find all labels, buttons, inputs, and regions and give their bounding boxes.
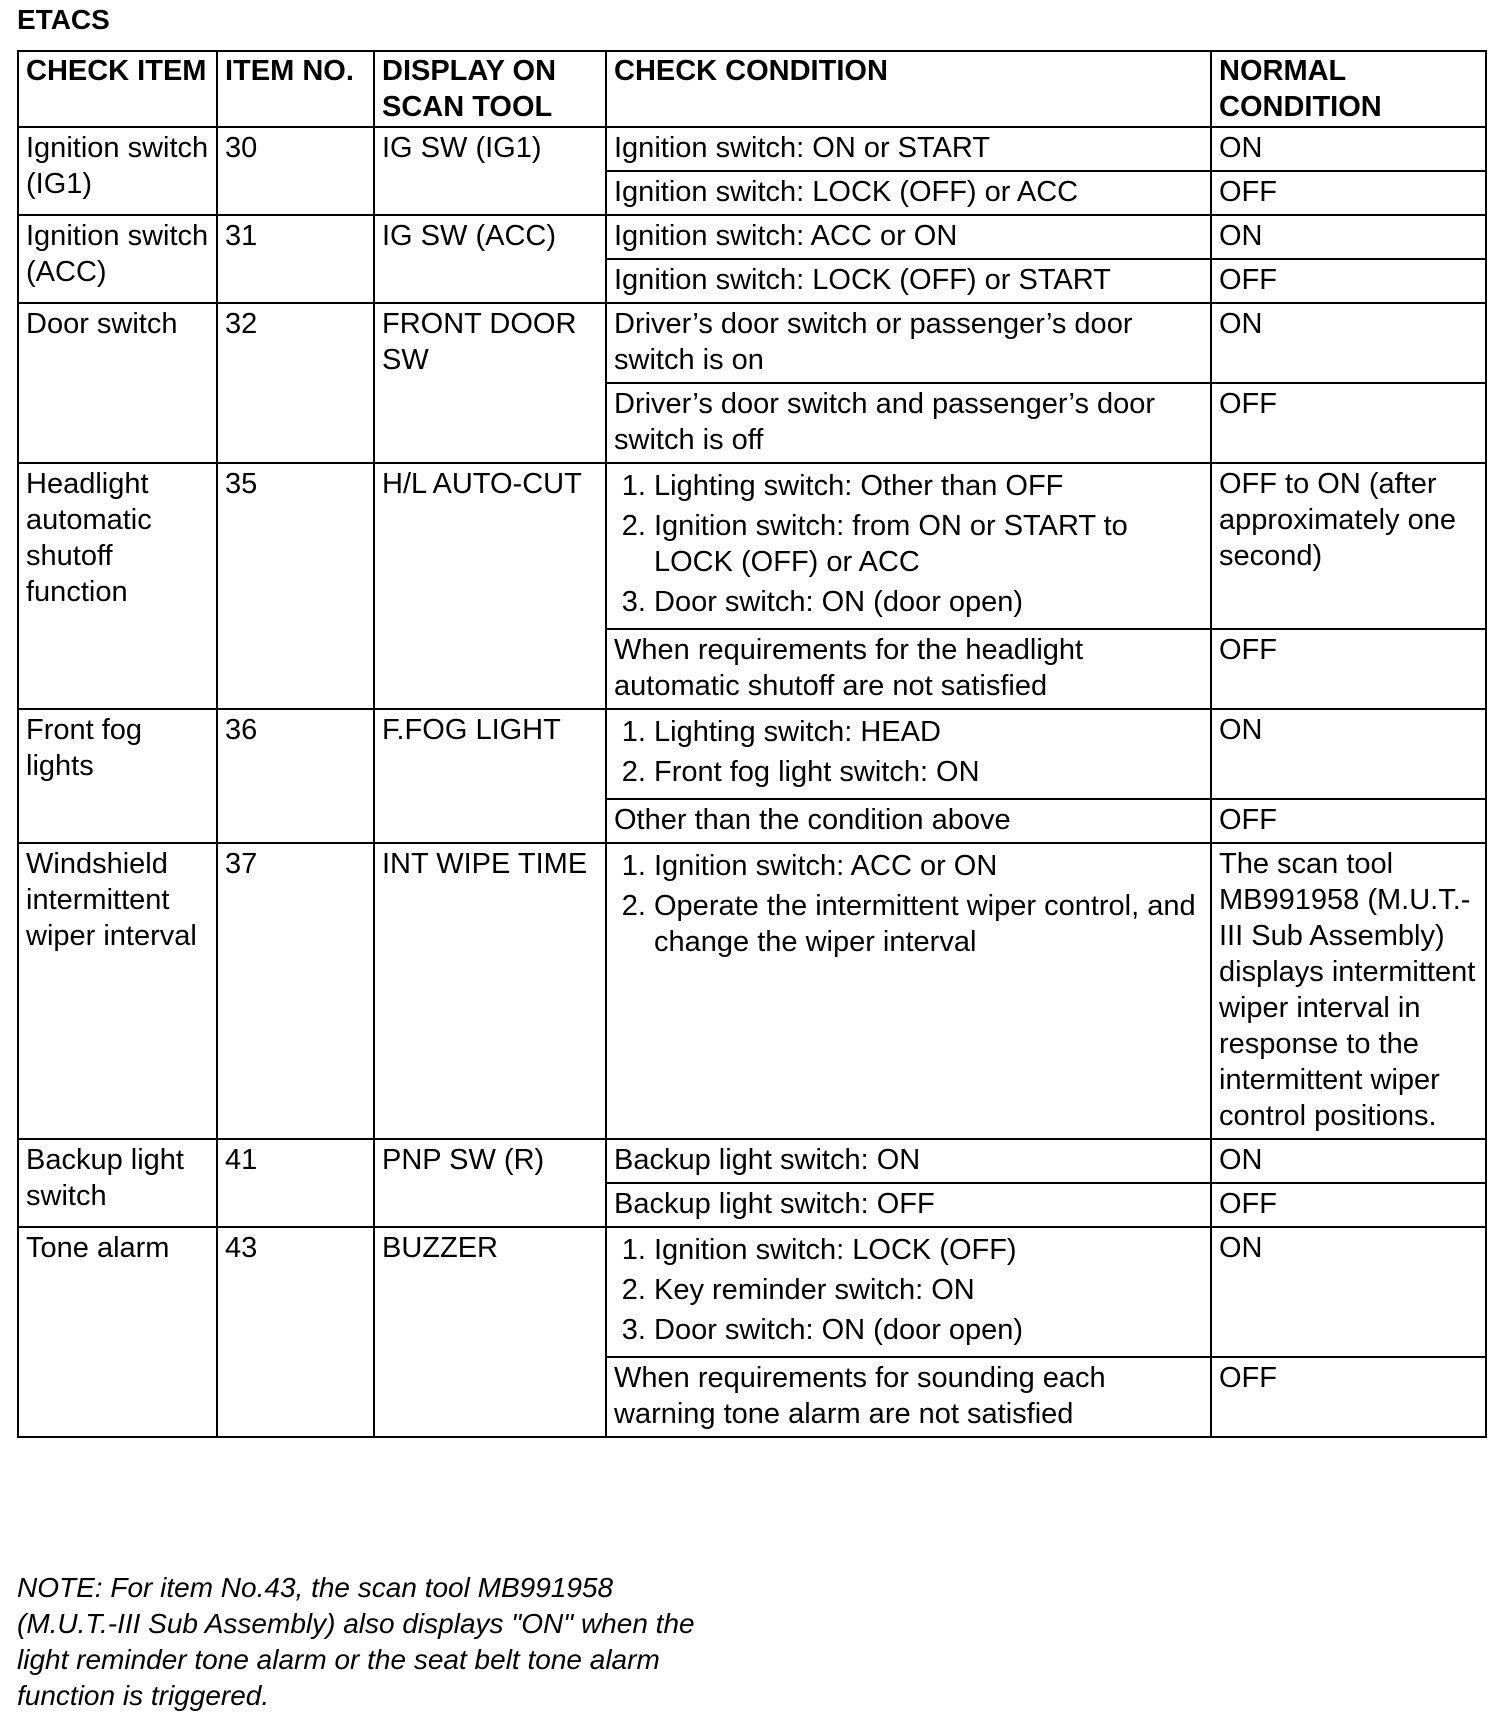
check-item-cell: Front fog lights [18,709,217,843]
condition-list-item: 3. Door switch: ON (door open) [654,1312,1203,1348]
condition-list [614,848,1203,960]
check-condition-cell [606,843,1211,1139]
header-item-no: ITEM NO. [217,51,374,127]
display-cell: IG SW (IG1) [374,127,606,215]
normal-condition-cell: ON [1211,127,1486,171]
condition-list [614,1232,1203,1348]
condition-list-item: 1. Lighting switch: HEAD [654,714,1203,750]
display-cell: IG SW (ACC) [374,215,606,303]
table-row [18,215,1486,259]
check-item-cell: Door switch [18,303,217,463]
page-title: ETACS [17,4,110,35]
check-item-cell: Tone alarm [18,1227,217,1437]
condition-list-item: 1. Lighting switch: Other than OFF [654,468,1203,504]
check-condition-cell: Ignition switch: ACC or ON [606,215,1211,259]
header-check-condition: CHECK CONDITION [606,51,1211,127]
item-no-cell: 43 [217,1227,374,1437]
item-no-cell: 36 [217,709,374,843]
normal-condition-cell: OFF [1211,259,1486,303]
condition-list-item: 2. Key reminder switch: ON [654,1272,1203,1308]
header-display-on-scan-tool: DISPLAY ON SCAN TOOL [374,51,606,127]
condition-list-item: 2. Ignition switch: from ON or START to LOCK (OFF) or ACC [654,508,1203,580]
normal-condition-cell: The scan tool MB991958 (M.U.T.-III Sub Assembly) displays intermittent wiper interval in response to the intermittent wiper control positions. [1211,843,1486,1139]
check-item-cell: Ignition switch (IG1) [18,127,217,215]
condition-list-item: 2. Front fog light switch: ON [654,754,1203,790]
normal-condition-cell: OFF [1211,1183,1486,1227]
note-text: NOTE: For item No.43, the scan tool MB991958 (M.U.T.-III Sub Assembly) also displays "ON" when the light reminder tone alarm or the seat belt tone alarm function is triggered. [17,1572,695,1711]
etacs-data-table [17,50,1487,1438]
condition-list-item: 1. Ignition switch: LOCK (OFF) [654,1232,1203,1268]
check-condition-cell: Backup light switch: ON [606,1139,1211,1183]
check-condition-cell: Ignition switch: LOCK (OFF) or START [606,259,1211,303]
item-no-cell: 41 [217,1139,374,1227]
check-item-cell: Windshield intermittent wiper interval [18,843,217,1139]
table-row [18,843,1486,1139]
normal-condition-cell: OFF [1211,1357,1486,1437]
condition-list [614,468,1203,620]
normal-condition-cell: ON [1211,215,1486,259]
check-condition-cell: Ignition switch: ON or START [606,127,1211,171]
check-condition-cell: Backup light switch: OFF [606,1183,1211,1227]
display-cell: H/L AUTO-CUT [374,463,606,709]
header-normal-condition: NORMAL CONDITION [1211,51,1486,127]
display-cell: BUZZER [374,1227,606,1437]
table-header-row [18,51,1486,127]
table-row [18,463,1486,629]
item-no-cell: 30 [217,127,374,215]
condition-list-item: 3. Door switch: ON (door open) [654,584,1203,620]
display-cell: FRONT DOOR SW [374,303,606,463]
check-condition-cell: Driver’s door switch or passenger’s door switch is on [606,303,1211,383]
check-condition-cell: Ignition switch: LOCK (OFF) or ACC [606,171,1211,215]
check-condition-cell: When requirements for the headlight automatic shutoff are not satisfied [606,629,1211,709]
display-cell: INT WIPE TIME [374,843,606,1139]
normal-condition-cell: OFF to ON (after approximately one second) [1211,463,1486,629]
check-item-cell: Backup light switch [18,1139,217,1227]
normal-condition-cell: ON [1211,709,1486,799]
table-row [18,709,1486,799]
table-row [18,303,1486,383]
item-no-cell: 37 [217,843,374,1139]
check-condition-cell: When requirements for sounding each warning tone alarm are not satisfied [606,1357,1211,1437]
item-no-cell: 35 [217,463,374,709]
condition-list [614,714,1203,790]
normal-condition-cell: OFF [1211,799,1486,843]
display-cell: F.FOG LIGHT [374,709,606,843]
normal-condition-cell: ON [1211,1227,1486,1357]
check-condition-cell: Driver’s door switch and passenger’s door switch is off [606,383,1211,463]
normal-condition-cell: OFF [1211,171,1486,215]
table-row [18,1227,1486,1357]
normal-condition-cell: ON [1211,1139,1486,1183]
table-body [18,127,1486,1437]
condition-list-item: 1. Ignition switch: ACC or ON [654,848,1203,884]
item-no-cell: 32 [217,303,374,463]
check-condition-cell [606,463,1211,629]
condition-list-item: 2. Operate the intermittent wiper control, and change the wiper interval [654,888,1203,960]
check-item-cell: Headlight automatic shutoff function [18,463,217,709]
header-check-item: CHECK ITEM [18,51,217,127]
display-cell: PNP SW (R) [374,1139,606,1227]
normal-condition-cell: ON [1211,303,1486,383]
table-row [18,127,1486,171]
check-item-cell: Ignition switch (ACC) [18,215,217,303]
table-row [18,1139,1486,1183]
check-condition-cell: Other than the condition above [606,799,1211,843]
check-condition-cell [606,1227,1211,1357]
item-no-cell: 31 [217,215,374,303]
check-condition-cell [606,709,1211,799]
normal-condition-cell: OFF [1211,629,1486,709]
normal-condition-cell: OFF [1211,383,1486,463]
